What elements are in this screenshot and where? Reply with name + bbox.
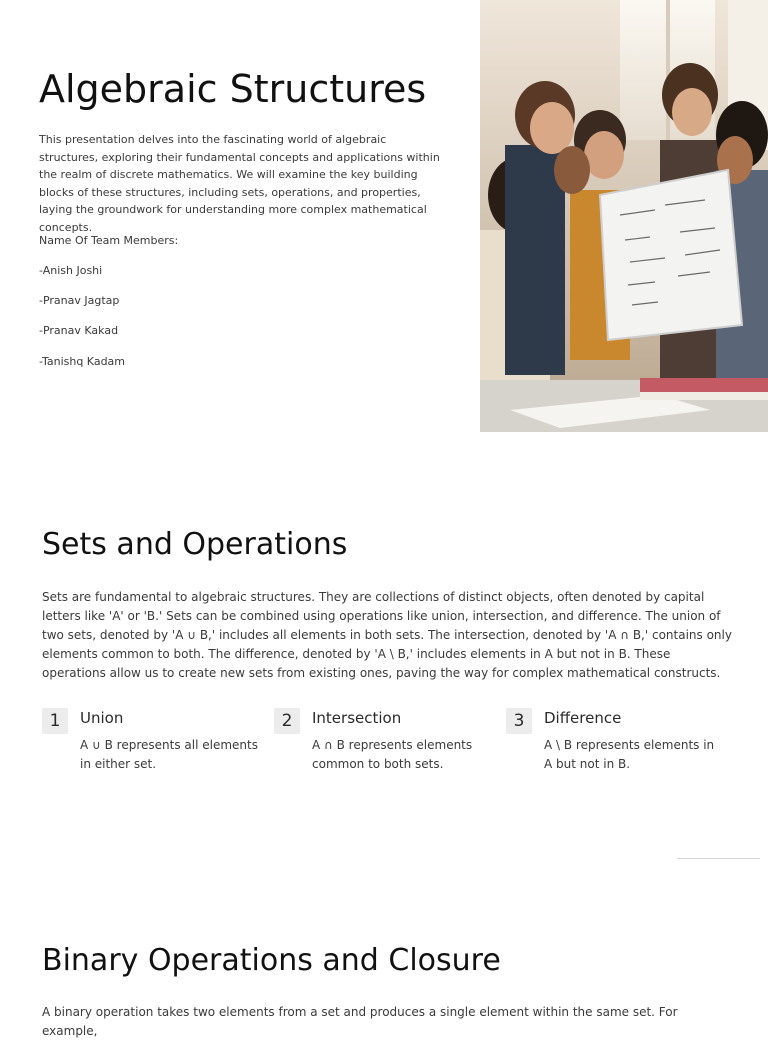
team-member: -Anish Joshi	[39, 264, 103, 277]
slide1-title: Algebraic Structures	[39, 67, 427, 111]
union-card	[42, 706, 267, 776]
op-number-badge: 2	[274, 708, 300, 734]
sets-section-title: Sets and Operations	[42, 527, 348, 562]
slide1-description: This presentation delves into the fascinating world of algebraic structures, exploring their fundamental concepts and applications within the realm of discrete mathematics. We will examine the key building blocks of these structures, including sets, operations, and properties, laying the groundwork for understanding more complex mathematical concepts.	[39, 133, 440, 234]
op-description: A ∪ B represents all elements in either set.	[80, 738, 258, 771]
team-member: -Pranav Kakad	[39, 324, 119, 337]
intersection-card	[274, 706, 499, 776]
op-description: A \ B represents elements in A but not in B.	[544, 738, 715, 771]
op-title: Union	[80, 709, 124, 727]
op-number-badge: 1	[42, 708, 68, 734]
binary-ops-section-title: Binary Operations and Closure	[42, 943, 501, 978]
difference-card	[506, 706, 731, 776]
op-title: Intersection	[312, 709, 402, 727]
op-description: A ∩ B represents elements common to both sets.	[312, 738, 473, 771]
team-photo	[480, 0, 768, 432]
divider	[677, 858, 760, 859]
binary-ops-section-body: A binary operation takes two elements from a set and produces a single element within the same set. For example,	[42, 1005, 678, 1038]
team-heading: Name Of Team Members:	[39, 234, 179, 247]
team-member: -Tanishq Kadam	[39, 355, 126, 368]
op-number-badge: 3	[506, 708, 532, 734]
op-title: Difference	[544, 709, 622, 727]
sets-section-body: Sets are fundamental to algebraic structures. They are collections of distinct objects, often denoted by capital letters like 'A' or 'B.' Sets can be combined using operations like union, intersection, and difference. The union of two sets, denoted by 'A ∪ B,' includes all elements in both sets. The intersection, denoted by 'A ∩ B,' contains only elements common to both. The difference, denoted by 'A \ B,' includes elements in A but not in B. These operations allow us to create new sets from existing ones, paving the way for complex mathematical constructs.	[42, 590, 732, 680]
team-member: -Pranav Jagtap	[39, 294, 120, 307]
